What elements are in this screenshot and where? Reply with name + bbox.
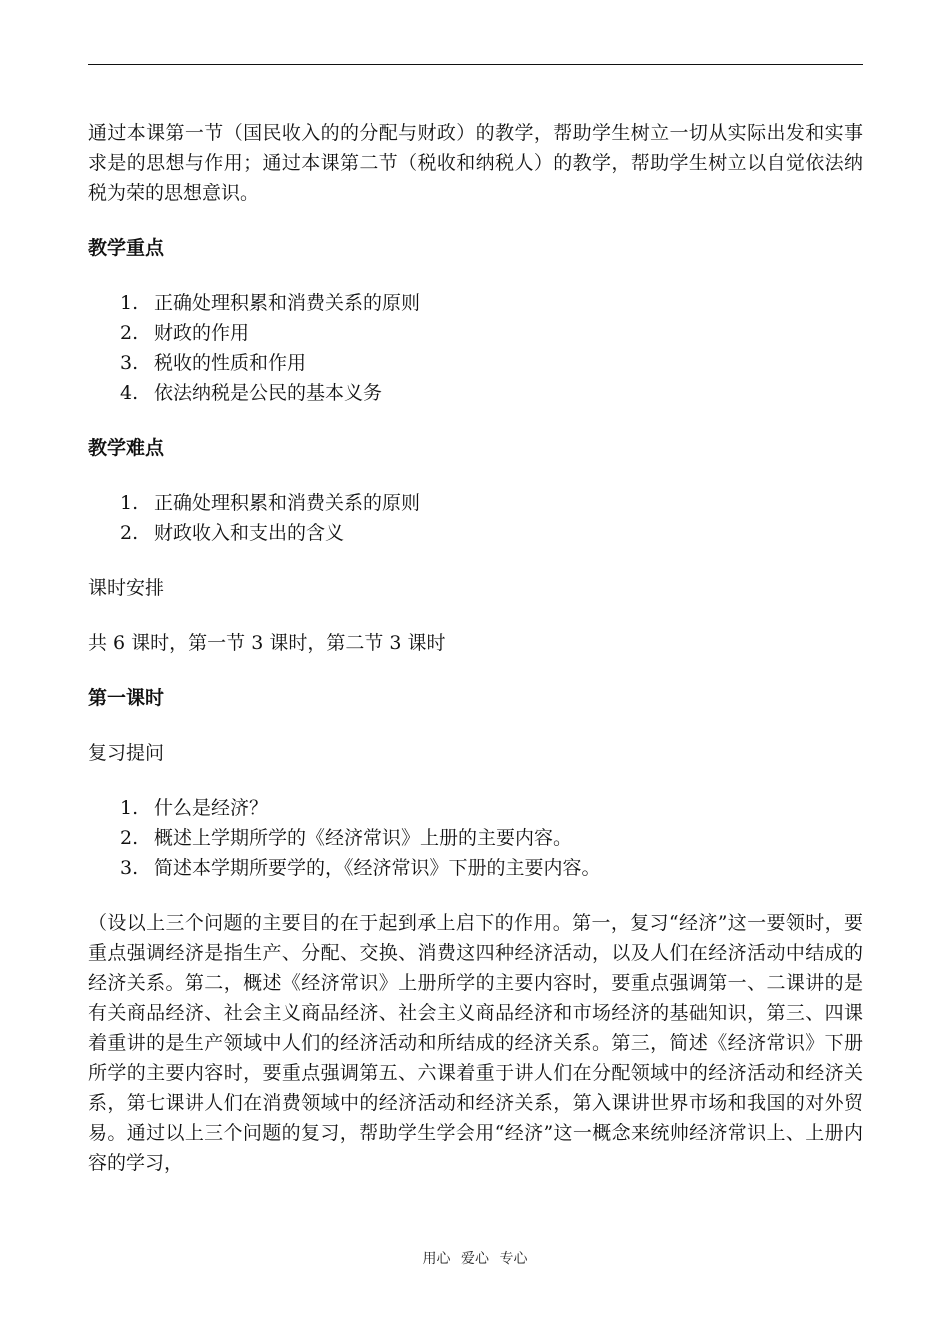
lesson1-heading: 第一课时 — [88, 687, 165, 709]
schedule-heading: 课时安排 — [88, 577, 165, 599]
key-points-heading: 教学重点 — [88, 237, 165, 259]
list-item: 1. 什么是经济？ — [120, 797, 269, 819]
key-points-list — [88, 288, 863, 408]
difficult-points-heading: 教学难点 — [88, 437, 165, 459]
document-body — [88, 118, 863, 1178]
intro-paragraph: 通过本课第一节（国民收入的的分配与财政）的教学，帮助学生树立一切从实际出发和实事求是的思想与作用；通过本课第二节（税收和纳税人）的教学，帮助学生树立以自觉依法纳税为荣的思想意识。 — [88, 122, 863, 204]
schedule-text: 共 6 课时，第一节 3 课时，第二节 3 课时 — [88, 632, 446, 654]
header-rule — [88, 64, 863, 65]
list-item: 3. 税收的性质和作用 — [120, 352, 307, 374]
difficult-points-list — [88, 488, 863, 548]
page-footer: 用心 爱心 专心 — [422, 1251, 528, 1267]
list-item: 1. 正确处理积累和消费关系的原则 — [120, 492, 421, 514]
list-item: 4. 依法纳税是公民的基本义务 — [120, 382, 383, 404]
list-item: 2. 财政收入和支出的含义 — [120, 522, 345, 544]
list-item: 1. 正确处理积累和消费关系的原则 — [120, 292, 421, 314]
list-item: 3. 简述本学期所要学的，《经济常识》下册的主要内容。 — [120, 857, 601, 879]
list-item: 2. 财政的作用 — [120, 322, 250, 344]
list-item: 2. 概述上学期所学的《经济常识》上册的主要内容。 — [120, 827, 573, 849]
review-questions-list — [88, 793, 863, 883]
review-heading: 复习提问 — [88, 742, 165, 764]
explanation-paragraph: （设以上三个问题的主要目的在于起到承上启下的作用。第一，复习“经济”这一要领时，要重点强调经济是指生产、分配、交换、消费这四种经济活动，以及人们在经济活动中结成的经济关系。第二，概述《经济常识》上册所学的主要内容时，要重点强调第一、二课讲的是有关商品经济、社会主义商品经济、社会主义商品经济和市场经济的基础知识，第三、四课着重讲的是生产领域中人们的经济活动和所结成的经济关系。第三，简述《经济常识》下册所学的主要内容时，要重点强调第五、六课着重于讲人们在分配领域中的经济活动和经济关系，第七课讲人们在消费领域中的经济活动和经济关系，第入课讲世界市场和我国的对外贸易。通过以上三个问题的复习，帮助学生学会用“经济”这一概念来统帅经济常识上、上册内容的学习， — [88, 912, 863, 1174]
